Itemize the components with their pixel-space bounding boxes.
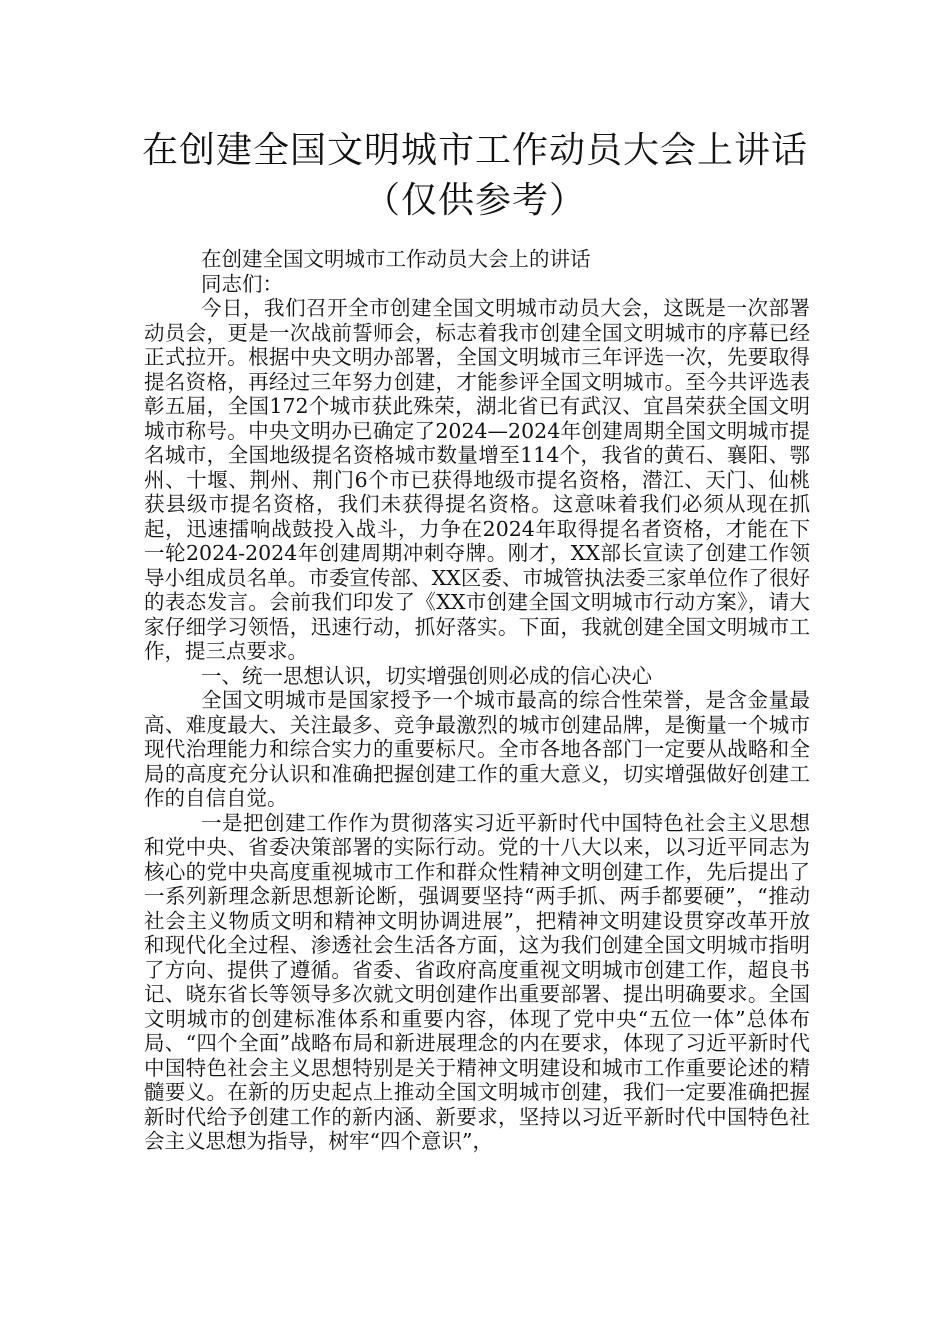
body-paragraph: 今日，我们召开全市创建全国文明城市动员大会，这既是一次部署动员会，更是一次战前誓师会，标志着我市创建全国文明城市的序幕已经正式拉开。根据中央文明办部署，全国文明城市三年评选一次，先要取得提名资格，再经过三年努力创建，才能参评全国文明城市。至今共评选表彰五届，全国172个城市获此殊荣，湖北省已有武汉、宜昌荣获全国文明城市称号。中央文明办已确定了2024—2024年创建周期全国文明城市提名城市，全国地级提名资格城市数量增至114个，我省的黄石、襄阳、鄂州、十堰、荆州、荆门6个市已获得地级市提名资格，潜江、天门、仙桃获县级市提名资格，我们未获得提名资格。这意味着我们必须从现在抓起，迅速擂响战鼓投入战斗，力争在2024年取得提名者资格，才能在下一轮2024-2024年创建周期冲刺夺牌。刚才，XX部长宣读了创建工作领导小组成员名单。市委宣传部、XX区委、市城管执法委三家单位作了很好的表态发言。会前我们印发了《XX市创建全国文明城市行动方案》，请大家仔细学习领悟，迅速行动，抓好落实。下面，我就创建全国文明城市工作，提三点要求。 [144,296,810,663]
section-heading: 一、统一思想认识，切实增强创则必成的信心决心 [201,663,652,688]
document-title: 在创建全国文明城市工作动员大会上讲话 [141,130,808,171]
body-paragraph: 全国文明城市是国家授予一个城市最高的综合性荣誉，是含金量最高、难度最大、关注最多、竞争最激烈的城市创建品牌，是衡量一个城市现代治理能力和综合实力的重要标尺。全市各地各部门一定要从战略和全局的高度充分认识和准确把握创建工作的重大意义，切实增强做好创建工作的自信自觉。 [144,688,810,810]
speech-heading: 在创建全国文明城市工作动员大会上的讲话 [201,247,591,271]
body-paragraph: 一是把创建工作作为贯彻落实习近平新时代中国特色社会主义思想和党中央、省委决策部署的实际行动。党的十八大以来，以习近平同志为核心的党中央高度重视城市工作和群众性精神文明创建工作，先后提出了一系列新理念新思想新论断，强调要坚持“两手抓、两手都要硬”，“推动社会主义物质文明和精神文明协调进展”，把精神文明建设贯穿改革开放和现代化全过程、渗透社会生活各方面，这为我们创建全国文明城市指明了方向、提供了遵循。省委、省政府高度重视文明城市创建工作，超良书记、晓东省长等领导多次就文明创建作出重要部署、提出明确要求。全国文明城市的创建标准体系和重要内容，体现了党中央“五位一体”总体布局、“四个全面”战略布局和新进展理念的内在要求，体现了习近平新时代中国特色社会主义思想特别是关于精神文明建设和城市工作重要论述的精髓要义。在新的历史起点上推动全国文明城市创建，我们一定要准确把握新时代给予创建工作的新内涵、新要求，坚持以习近平新时代中国特色社会主义思想为指导，树牢“四个意识”， [144,810,810,1153]
salutation: 同志们： [201,271,283,296]
document-subtitle: （仅供参考） [363,180,586,221]
document-body [144,247,810,1154]
